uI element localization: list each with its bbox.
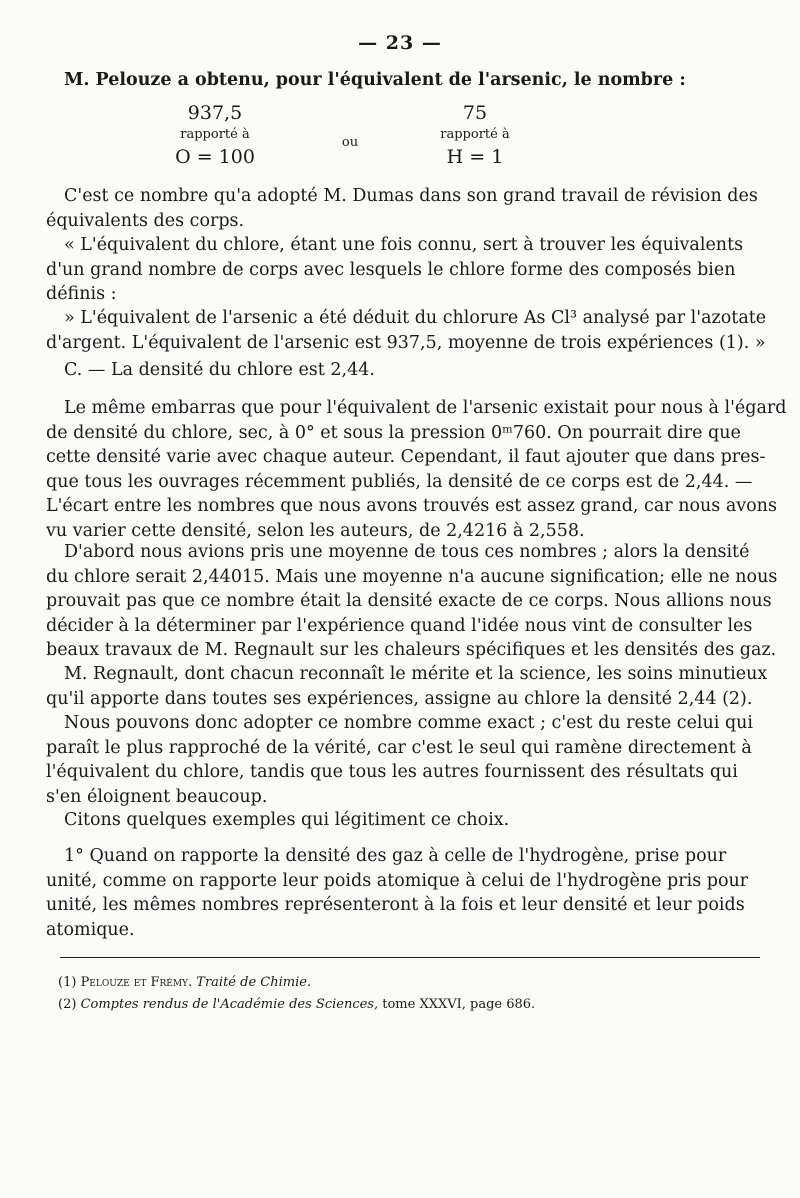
text-line: atomique. (46, 919, 135, 940)
paragraph-2 (46, 233, 746, 307)
footnotes (58, 972, 758, 1016)
paragraph-9 (46, 808, 746, 833)
paragraph-8 (46, 711, 754, 809)
text-line: Nous pouvons donc adopter ce nombre comme exact ; c'est du reste celui qui (64, 713, 754, 733)
text-line: paraît le plus rapproché de la vérité, car c'est le seul qui ramène directement à (46, 737, 752, 758)
text-line: D'abord nous avions pris une moyenne de tous ces nombres ; alors la densité (64, 542, 750, 562)
text-line: équivalents des corps. (46, 210, 245, 231)
text-line: L'écart entre les nombres que nous avons trouvés est assez grand, car nous avons (46, 496, 777, 516)
text-line: M. Regnault, dont chacun reconnaît le mérite et la science, les soins minutieux (64, 664, 768, 684)
paragraph-4 (46, 358, 746, 383)
text-line: unité, comme on rapporte leur poids atomique à celui de l'hydrogène pris pour (46, 870, 749, 891)
footnote-mark: (2) (58, 997, 77, 1012)
text-line: C'est ce nombre qu'a adopté M. Dumas dans son grand travail de révision des (64, 186, 758, 206)
text-line: du chlore serait 2,44015. Mais une moyenne n'a aucune signification; elle ne nous (46, 566, 778, 587)
footnote-divider (60, 957, 760, 958)
text-line: vu varier cette densité, selon les auteurs, de 2,4216 à 2,558. (46, 520, 585, 541)
text-line: d'un grand nombre de corps avec lesquels le chlore forme des composés bien (46, 259, 736, 280)
footnote-1 (58, 972, 758, 994)
paragraph-3 (46, 306, 767, 355)
equivalent-left-label: rapporté à (180, 127, 250, 142)
equivalent-or-text: ou (341, 135, 359, 150)
text-line: » L'équivalent de l'arsenic a été déduit du chlorure As Cl³ analysé par l'azotate (64, 308, 767, 328)
equivalent-or (320, 134, 380, 152)
text-line: Citons quelques exemples qui légitiment ce choix. (64, 810, 510, 830)
text-line: définis : (46, 284, 117, 304)
paragraph-1 (46, 184, 758, 233)
equivalent-left-value: 937,5 (187, 102, 243, 124)
footnote-author: Pelouze et Frémy. (80, 975, 193, 990)
text-line: décider à la déterminer par l'expérience quand l'idée nous vint de consulter les (46, 615, 753, 636)
intro-line (46, 68, 746, 93)
paragraph-6 (46, 540, 778, 663)
text-line: C. — La densité du chlore est 2,44. (64, 360, 375, 380)
text-line: s'en éloignent beaucoup. (46, 786, 268, 807)
paragraph-10 (46, 844, 749, 942)
text-line: prouvait pas que ce nombre était la densité exacte de ce corps. Nous allions nous (46, 591, 772, 611)
equivalent-right (420, 100, 530, 170)
text-line: de densité du chlore, sec, à 0° et sous la pression 0ᵐ760. On pourrait dire que (46, 422, 741, 443)
text-line: l'équivalent du chlore, tandis que tous les autres fournissent des résultats qui (46, 762, 738, 782)
equivalent-left (150, 100, 280, 170)
footnote-title: Traité de Chimie. (196, 975, 312, 990)
text-line: unité, les mêmes nombres représenteront à la fois et leur densité et leur poids (46, 895, 745, 915)
text-line: Le même embarras que pour l'équivalent de l'arsenic existait pour nous à l'égard (64, 398, 787, 418)
equivalent-right-base: H = 1 (446, 146, 504, 168)
text-line: qu'il apporte dans toutes ses expériences, assigne au chlore la densité 2,44 (2). (46, 688, 753, 709)
equivalent-table (0, 100, 800, 180)
page-number: — 23 — (358, 32, 442, 54)
equivalent-left-base: O = 100 (175, 146, 255, 168)
footnote-2 (58, 994, 758, 1016)
text-line: beaux travaux de M. Regnault sur les chaleurs spécifiques et les densités des gaz. (46, 640, 777, 660)
text-line: cette densité varie avec chaque auteur. Cependant, il faut ajouter que dans pres- (46, 447, 766, 467)
text-line: « L'équivalent du chlore, étant une fois connu, sert à trouver les équivalents (64, 235, 744, 255)
paragraph-7 (46, 662, 768, 711)
footnote-mark: (1) (58, 975, 77, 990)
intro-text: M. Pelouze a obtenu, pour l'équivalent de l'arsenic, le nombre : (64, 70, 686, 90)
text-line: 1° Quand on rapporte la densité des gaz à celle de l'hydrogène, prise pour (64, 846, 727, 866)
equivalent-right-value: 75 (462, 102, 488, 124)
equivalent-right-label: rapporté à (440, 127, 510, 142)
text-line: d'argent. L'équivalent de l'arsenic est 937,5, moyenne de trois expériences (1). » (46, 332, 766, 353)
text-line: que tous les ouvrages récemment publiés, la densité de ce corps est de 2,44. — (46, 471, 753, 492)
footnote-title: Comptes rendus de l'Académie des Sciences, (80, 997, 379, 1012)
paragraph-5 (46, 396, 787, 543)
footnote-reference: tome XXXVI, page 686. (378, 997, 536, 1012)
